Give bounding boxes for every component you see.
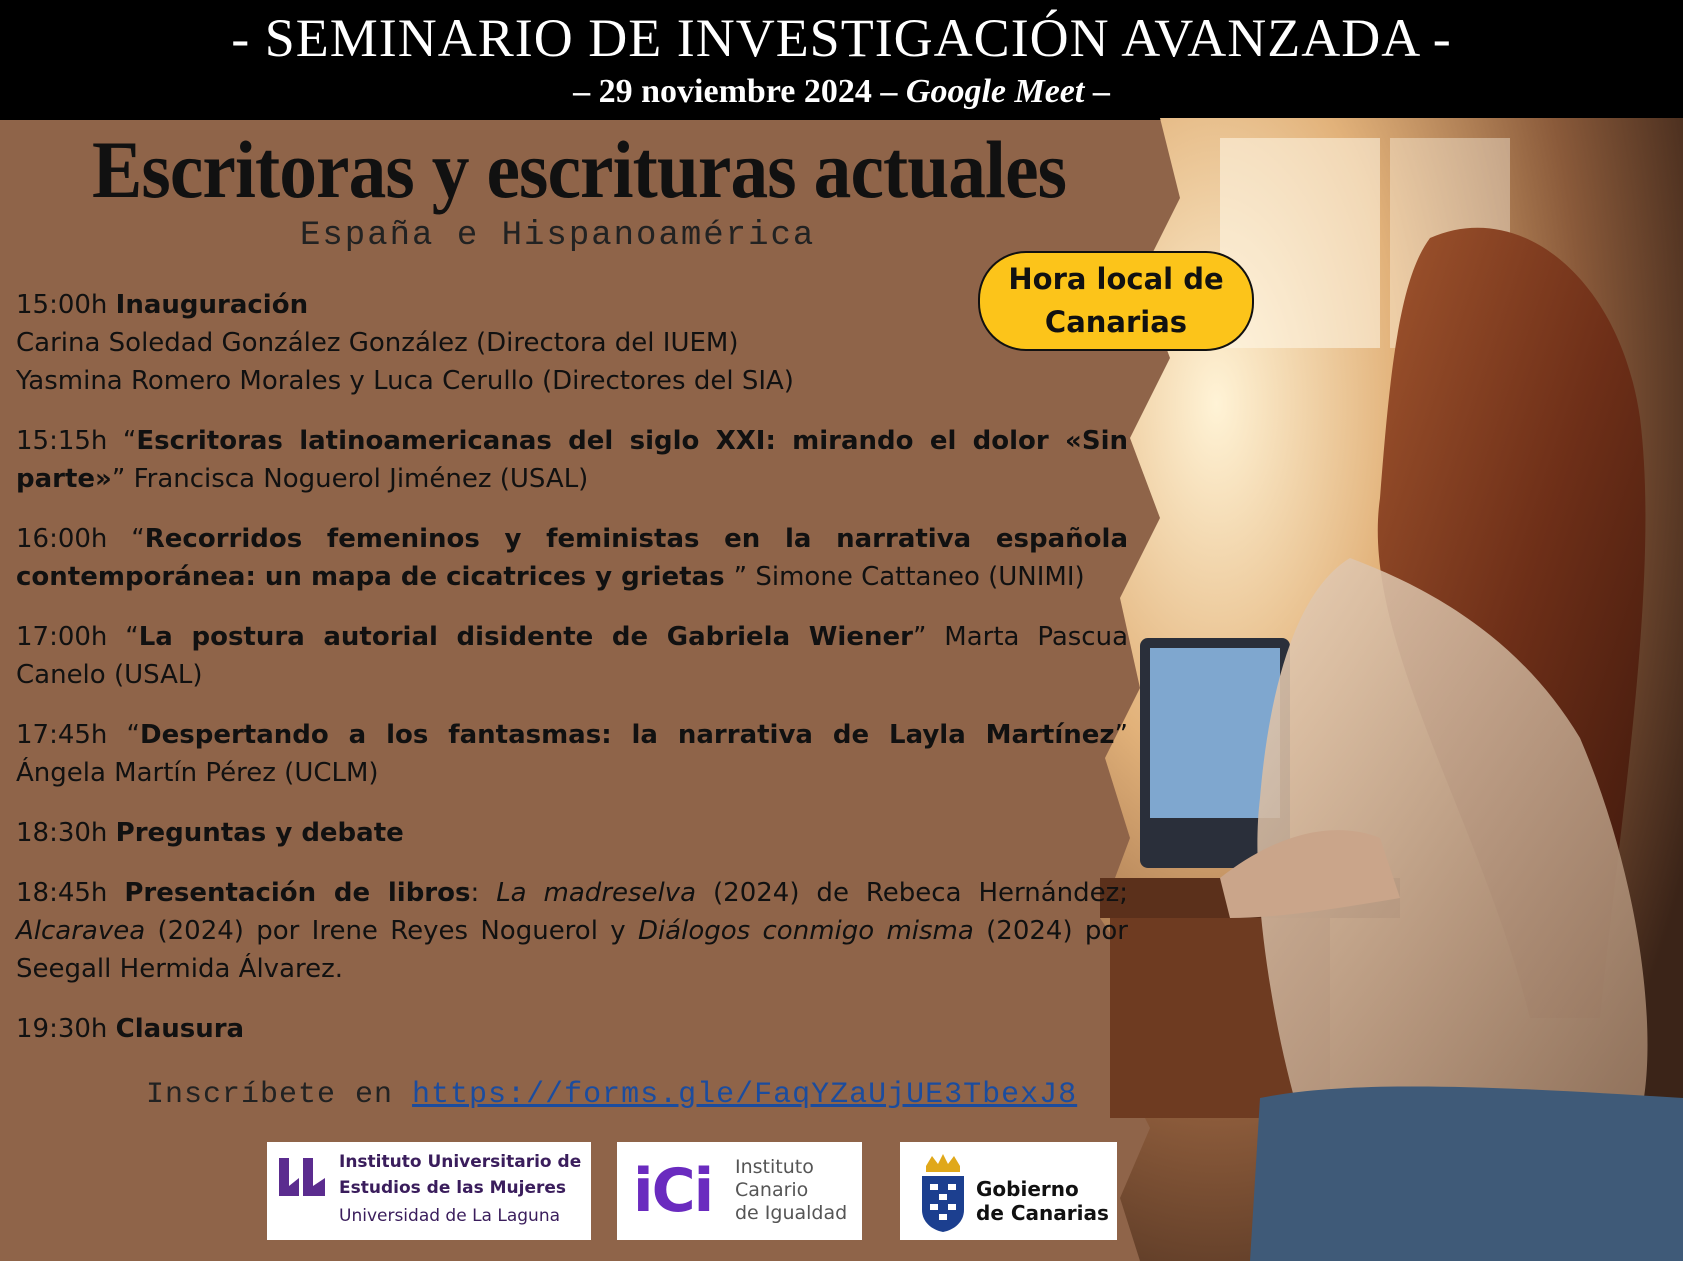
ici-line-2: Canario	[735, 1179, 809, 1201]
program-item: 18:30h Preguntas y debate	[16, 818, 404, 848]
program-item: 17:45h “Despertando a los fantasmas: la narrativa de Layla Martínez” Ángela Martín Pérez (UCLM)	[16, 720, 1129, 788]
program-item: 17:00h “La postura autorial disidente de Gabriela Wiener” Marta Pascua Canelo (USAL)	[16, 622, 1129, 690]
gobierno-line-1: Gobierno	[976, 1177, 1079, 1201]
iuem-mark-icon	[275, 1154, 331, 1200]
registration-line	[146, 1078, 1077, 1112]
ici-line-1: Instituto	[735, 1156, 814, 1178]
ici-logo	[617, 1142, 862, 1240]
iuem-logo	[267, 1142, 591, 1240]
local-time-badge: Hora local de Canarias	[978, 251, 1254, 351]
iuem-name-1: Instituto Universitario de	[339, 1152, 582, 1172]
ici-mark: iCi	[633, 1156, 713, 1226]
seminar-title: - SEMINARIO DE INVESTIGACIÓN AVANZADA -	[231, 8, 1452, 68]
program-item: 18:45h Presentación de libros: La madreselva (2024) de Rebeca Hernández; Alcaravea (2024) por Irene Reyes Noguerol y Diálogos conmigo misma (2024) por Seegall Hermida Álvarez.	[16, 878, 1129, 984]
date-line: – 29 noviembre 2024 – Google Meet –	[573, 73, 1110, 110]
program-item: 15:15h “Escritoras latinoamericanas del siglo XXI: mirando el dolor «Sin parte»” Francisca Noguerol Jiménez (USAL)	[16, 426, 1128, 494]
iuem-name-2: Estudios de las Mujeres	[339, 1178, 567, 1198]
program-item: 16:00h “Recorridos femeninos y feministas en la narrativa española contemporánea: un mapa de cicatrices y grietas ” Simone Cattaneo (UNIMI)	[16, 524, 1128, 592]
registration-link[interactable]: https://forms.gle/FaqYZaUjUE3TbexJ8	[412, 1078, 1078, 1112]
gobierno-canarias-logo	[900, 1142, 1117, 1240]
event-title: Escritoras y escrituras actuales	[92, 124, 1067, 215]
program-item: 15:00h Inauguración Carina Soledad González González (Directora del IUEM) Yasmina Romero Morales y Luca Cerullo (Directores del SIA)	[16, 290, 794, 396]
ici-line-3: de Igualdad	[735, 1202, 848, 1224]
program-list	[16, 286, 1128, 1070]
event-subtitle: España e Hispanoamérica	[300, 217, 816, 255]
iuem-university: Universidad de La Laguna	[339, 1206, 561, 1226]
header-banner	[0, 0, 1683, 120]
program-item: 19:30h Clausura	[16, 1014, 245, 1044]
registration-label: Inscríbete en	[146, 1078, 413, 1112]
canarias-coat-of-arms-icon	[918, 1150, 968, 1234]
gobierno-line-2: de Canarias	[976, 1201, 1109, 1225]
